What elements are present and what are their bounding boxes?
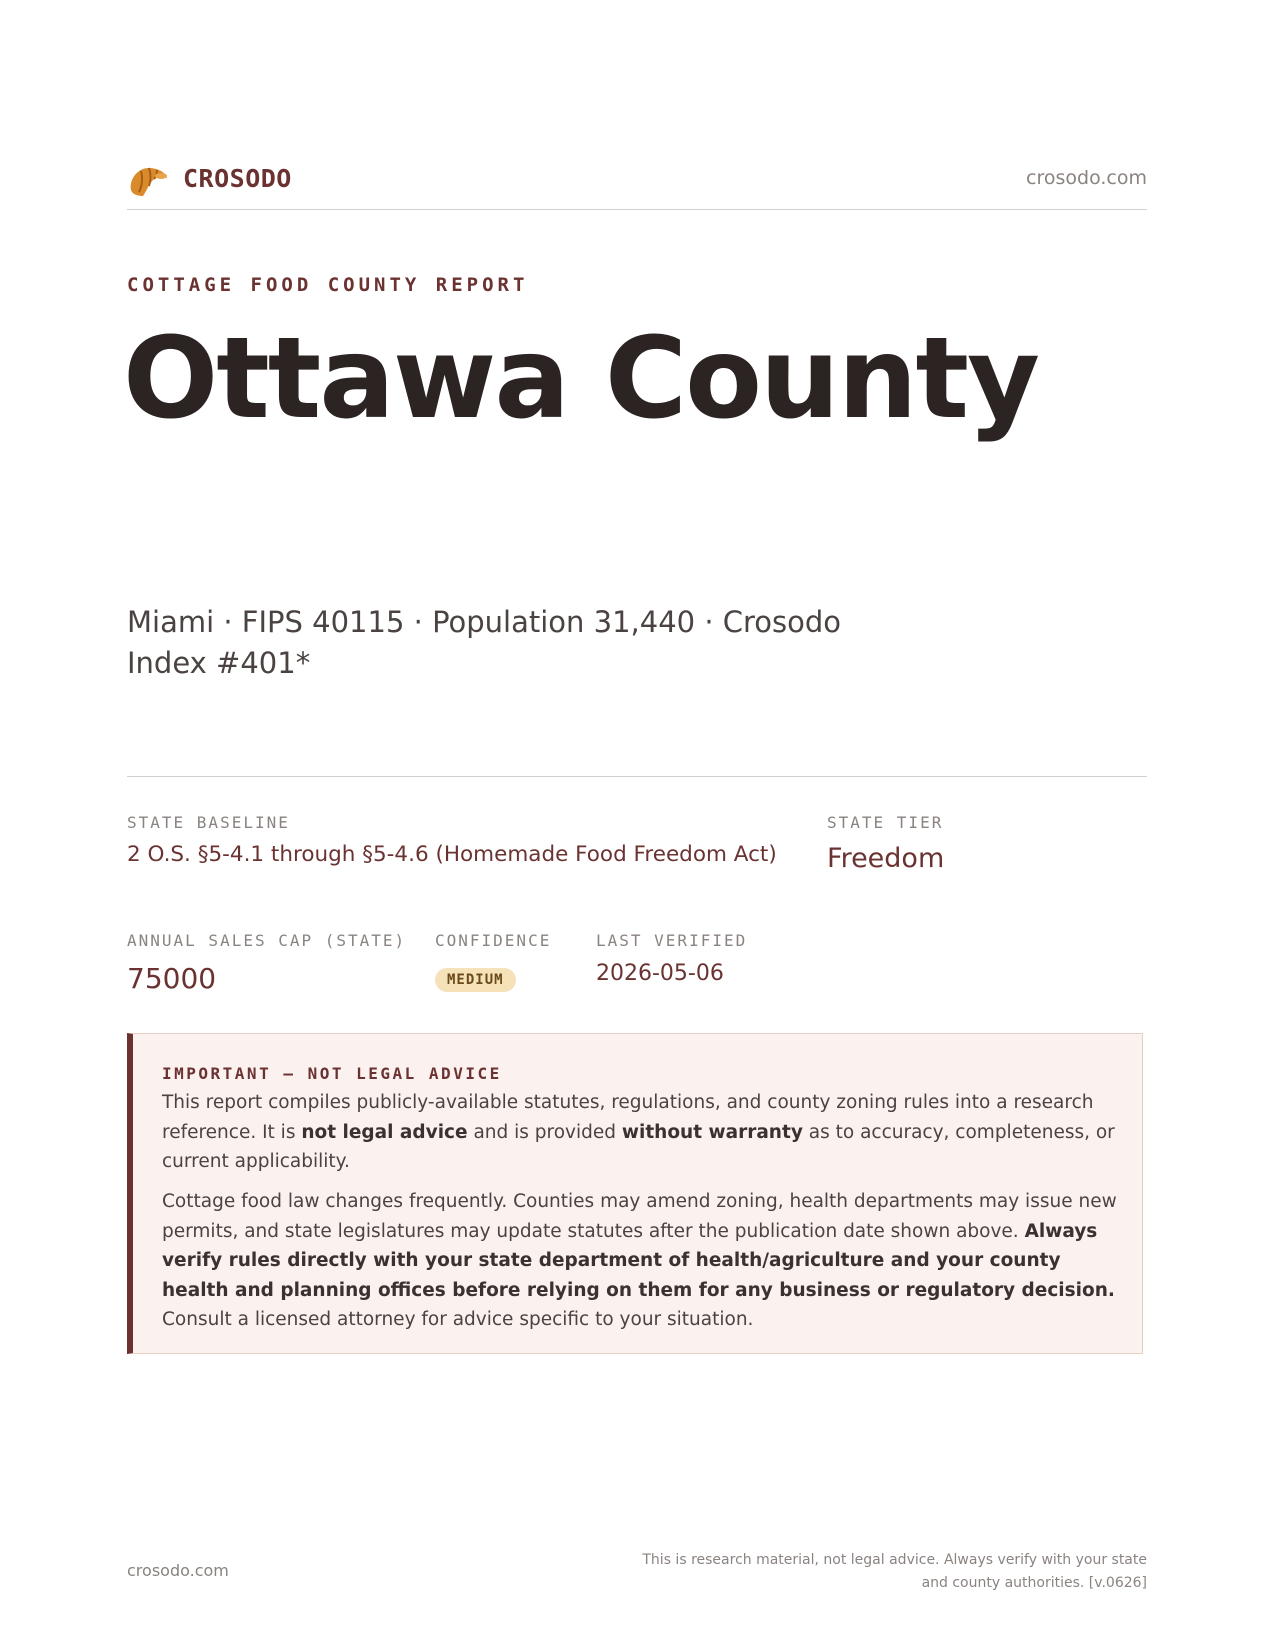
croissant-icon [127,160,169,200]
last-verified-value: 2026-05-06 [596,961,724,986]
sales-cap-label: ANNUAL SALES CAP (STATE) [127,931,407,950]
footer-disclaimer-line-2: and county authorities. [v.0626] [921,1575,1147,1591]
brand-name: CROSODO [183,164,292,193]
disclaimer-paragraph-1: This report compiles publicly-available statutes, regulations, and county zoning rules into a research reference. It is not legal advice and is provided without warranty as to accuracy, completeness, or current applicability. [162,1092,1115,1172]
footer-site-url[interactable]: crosodo.com [127,1561,229,1580]
brand-header [127,160,1147,200]
state-baseline-label: STATE BASELINE [127,813,290,832]
confidence-label: CONFIDENCE [435,931,552,950]
legal-disclaimer-callout [127,1033,1143,1354]
confidence-badge: MEDIUM [435,968,516,992]
footer-disclaimer-line-1: This is research material, not legal advice. Always verify with your state [642,1552,1147,1568]
footer-disclaimer [587,1549,1147,1595]
callout-title: IMPORTANT — NOT LEGAL ADVICE [162,1064,502,1083]
report-page [123,0,1147,1650]
sales-cap-value: 75000 [127,962,217,995]
state-tier-label: STATE TIER [827,813,944,832]
county-subtitle: Miami · FIPS 40115 · Population 31,440 · Crosodo Index #401* [127,605,842,680]
header-divider [127,209,1147,210]
state-baseline-value: 2 O.S. §5-4.1 through §5-4.6 (Homemade Food Freedom Act) [127,842,777,867]
section-divider [127,776,1147,777]
site-url[interactable]: crosodo.com [1026,167,1147,189]
disclaimer-paragraph-2: Cottage food law changes frequently. Counties may amend zoning, health departments may issue new permits, and state legislatures may update statutes after the publication date shown above. Always verify rules directly with your state department of health/agriculture and your county health and planning offices before relying on them for any business or regulatory decision. Consult a licensed attorney for advice specific to your situation. [162,1191,1117,1330]
report-eyebrow: COTTAGE FOOD COUNTY REPORT [127,274,529,296]
page-title: Ottawa County [123,314,1039,444]
last-verified-label: LAST VERIFIED [596,931,748,950]
state-tier-value: Freedom [827,843,945,874]
